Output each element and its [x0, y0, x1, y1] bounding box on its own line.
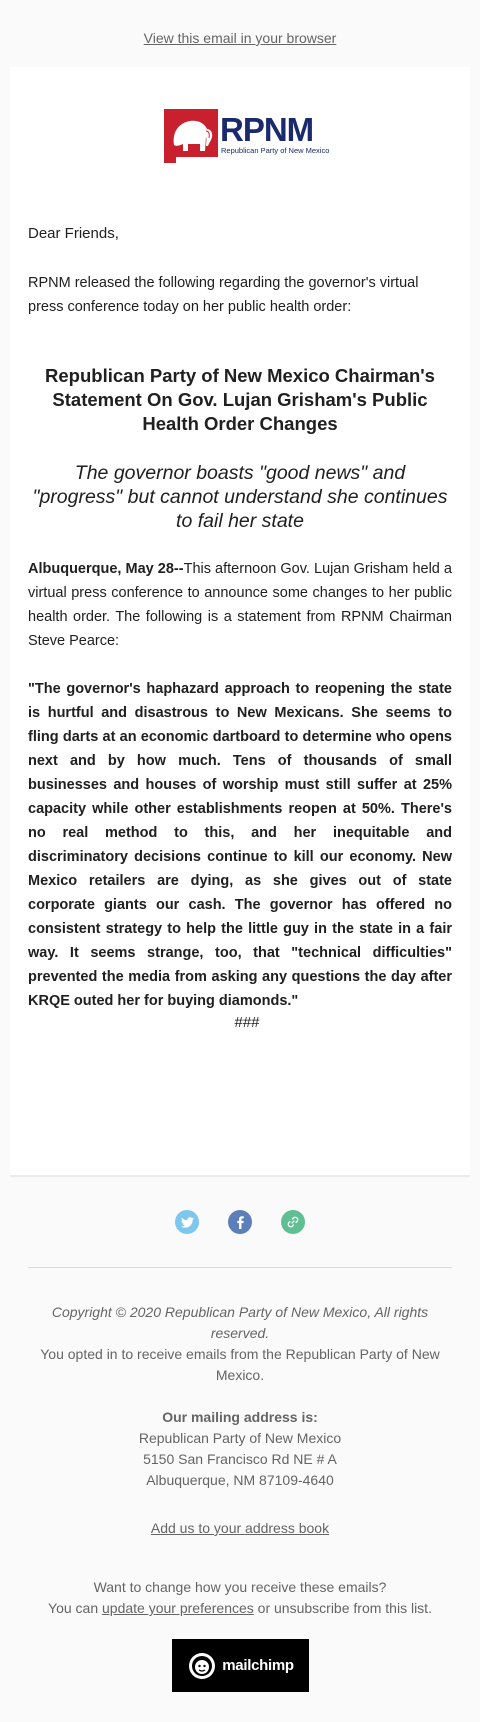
mailchimp-label: mailchimp	[222, 1657, 294, 1674]
elephant-logo-icon	[162, 107, 220, 165]
dateline: Albuquerque, May 28--	[28, 561, 184, 577]
rpnm-logo	[162, 107, 330, 165]
add-to-address-book-link[interactable]: Add us to your address book	[150, 1520, 330, 1536]
intro-paragraph: RPNM released the following regarding the governor's virtual press conference today on her public health order:	[28, 275, 419, 315]
dateline-text: This afternoon Gov. Lujan Grisham held a virtual press conference to announce some changes to her public health order. The following is a statement from RPNM Chairman Steve Pearce:	[28, 561, 452, 649]
address-line-3: Albuquerque, NM 87109-4640	[146, 1472, 334, 1488]
end-mark: ###	[234, 1014, 260, 1031]
logo-wordmark: RPNM	[220, 111, 314, 148]
email-card	[10, 67, 470, 1177]
mailing-address	[28, 1407, 452, 1491]
social-links	[0, 1210, 480, 1234]
logo-subtitle: Republican Party of New Mexico	[221, 146, 330, 155]
change-question: Want to change how you receive these emails?	[93, 1579, 387, 1595]
update-preferences-link[interactable]: update your preferences	[102, 1600, 254, 1616]
dateline-paragraph	[28, 557, 452, 653]
mailchimp-freddie-icon	[187, 1651, 217, 1681]
view-in-browser-link[interactable]: View this email in your browser	[143, 30, 337, 46]
facebook-icon[interactable]	[228, 1210, 252, 1234]
mailchimp-badge[interactable]	[172, 1639, 309, 1692]
greeting: Dear Friends,	[28, 225, 119, 242]
mailing-heading: Our mailing address is:	[162, 1409, 318, 1425]
footer-divider	[28, 1267, 452, 1268]
opt-in-notice: You opted in to receive emails from the Republican Party of New Mexico.	[40, 1346, 440, 1383]
twitter-icon[interactable]	[175, 1210, 199, 1234]
unsubscribe-text: or unsubscribe from this list.	[253, 1600, 432, 1616]
view-in-browser-bar	[0, 0, 480, 67]
you-can-text: You can	[48, 1600, 103, 1616]
address-book-wrap	[28, 1518, 452, 1539]
chairman-quote: "The governor's haphazard approach to reopening the state is hurtful and disastrous to New Mexicans. She seems to fling darts at an economic dartboard to determine who opens next and by how much. Tens of thousands of small businesses and houses of worship must still suffer at 25% capacity while other establishments reopen at 50%. There's no real method to this, and her inequitable and discriminatory decisions continue to kill our economy. New Mexico retailers are dying, as she gives out of state corporate giants our cash. The governor has offered no consistent strategy to help the little guy in the state in a fair way. It seems strange, too, that "technical difficulties" prevented the media from asking any questions the day after KRQE outed her for buying diamonds."	[28, 681, 452, 1009]
preferences-notice	[28, 1577, 452, 1619]
address-line-2: 5150 San Francisco Rd NE # A	[143, 1451, 337, 1467]
statement-subhead: The governor boasts "good news" and "progress" but cannot understand she continues to fail her state	[32, 462, 448, 532]
statement-headline: Republican Party of New Mexico Chairman's Statement On Gov. Lujan Grisham's Public Health Order Changes	[45, 365, 435, 434]
link-icon[interactable]	[281, 1210, 305, 1234]
copyright: Copyright © 2020 Republican Party of New Mexico, All rights reserved.	[51, 1304, 429, 1341]
address-line-1: Republican Party of New Mexico	[138, 1430, 342, 1446]
